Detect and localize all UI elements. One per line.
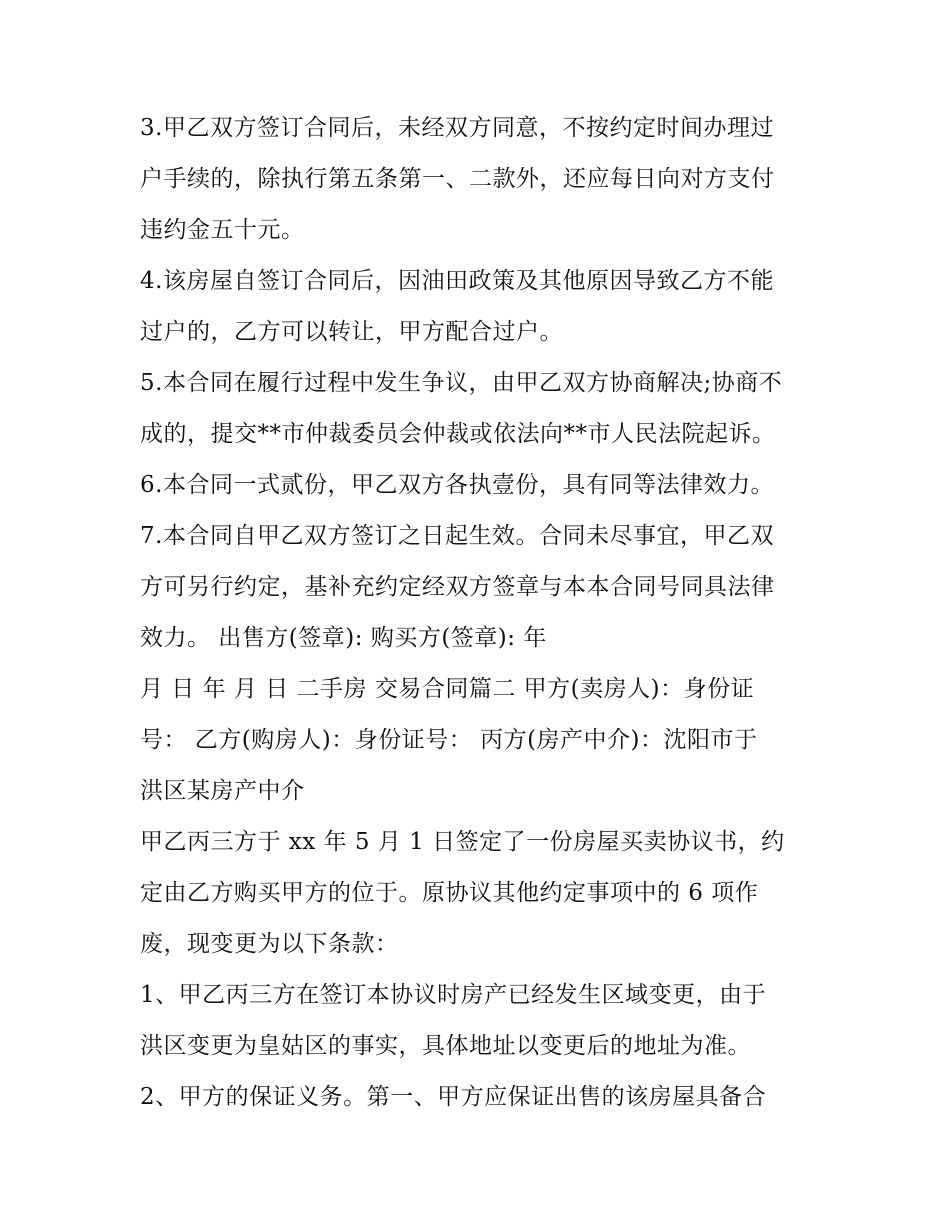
text-line: 6.本合同一式贰份，甲乙双方各执壹份，具有同等法律效力。 [140,472,774,498]
text-line: 过户的，乙方可以转让，甲方配合过户。 [140,319,563,345]
text-line: 废，现变更为以下条款： [140,931,399,957]
text-line: 洪区变更为皇姑区的事实，具体地址以变更后的地址为准。 [140,1033,751,1059]
text-line: 洪区某房产中介 [140,778,305,804]
text-line: 方可另行约定，基补充约定经双方签章与本本合同号同具法律 [140,574,775,600]
text-line: 定由乙方购买甲方的位于。原协议其他约定事项中的 6 项作 [140,880,759,906]
text-line: 成的，提交**市仲裁委员会仲裁或依法向**市人民法院起诉。 [140,421,776,447]
text-line: 月 日 年 月 日 二手房 交易合同篇二 甲方(卖房人)：身份证 [140,676,755,702]
text-line: 7.本合同自甲乙双方签订之日起生效。合同未尽事宜，甲乙双 [140,523,774,549]
text-line: 3.甲乙双方签订合同后，未经双方同意，不按约定时间办理过 [140,115,774,141]
text-line: 2、甲方的保证义务。第一、甲方应保证出售的该房屋具备合 [140,1084,767,1110]
text-line: 1、甲乙丙三方在签订本协议时房产已经发生区域变更，由于 [140,982,767,1008]
text-line: 4.该房屋自签订合同后，因油田政策及其他原因导致乙方不能 [140,268,774,294]
text-line: 效力。 出售方(签章): 购买方(签章): 年 [140,625,547,651]
text-line: 户手续的，除执行第五条第一、二款外，还应每日向对方支付 [140,166,775,192]
text-line: 5.本合同在履行过程中发生争议，由甲乙双方协商解决;协商不 [140,370,783,396]
text-line: 违约金五十元。 [140,217,305,243]
text-line: 号： 乙方(购房人)：身份证号： 丙方(房产中介)：沈阳市于 [140,727,758,753]
text-line: 甲乙丙三方于 xx 年 5 月 1 日签定了一份房屋买卖协议书，约 [140,829,785,855]
